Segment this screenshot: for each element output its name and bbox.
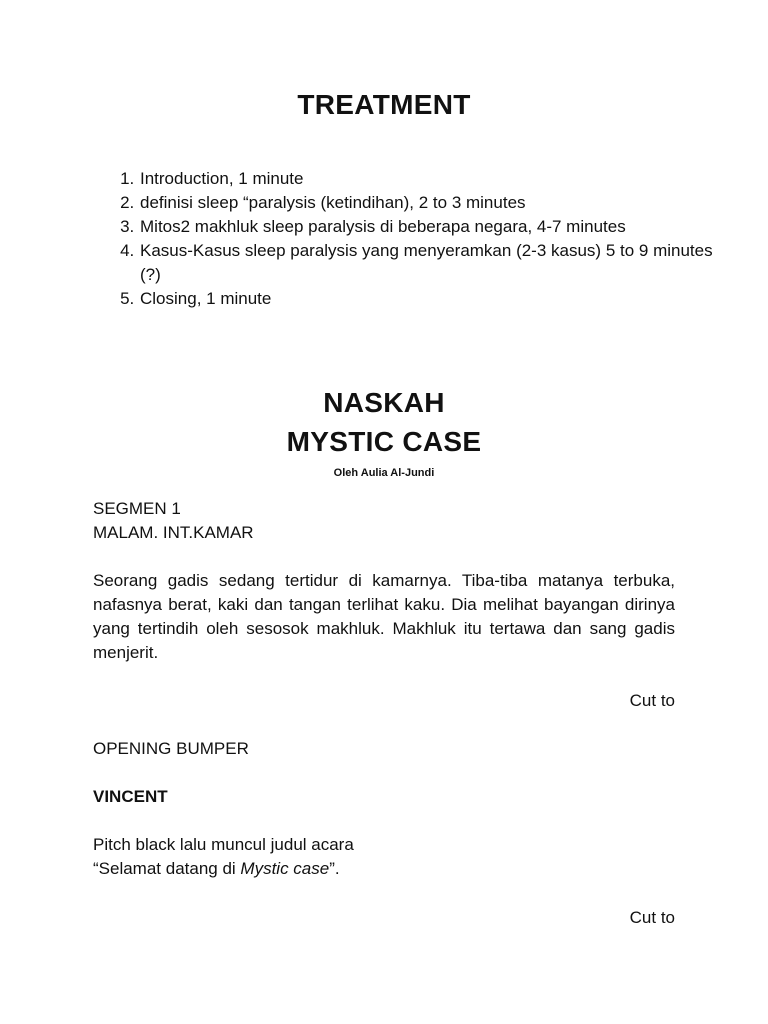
action-text: ”.	[329, 859, 340, 878]
list-item: 4. Kasus-Kasus sleep paralysis yang menyeramkan (2-3 kasus) 5 to 9 minutes (?)	[139, 239, 729, 287]
action-text: “Selamat datang di	[93, 859, 241, 878]
list-item: 3. Mitos2 makhluk sleep paralysis di beberapa negara, 4-7 minutes	[139, 215, 729, 239]
action-line-title	[93, 857, 675, 881]
list-item: 5. Closing, 1 minute	[139, 287, 729, 311]
script-title-line2: MYSTIC CASE	[286, 426, 482, 457]
list-item: 1. Introduction, 1 minute	[139, 167, 729, 191]
transition-cut-to: Cut to	[629, 908, 675, 927]
scene-description: Seorang gadis sedang tertidur di kamarnya. Tiba-tiba matanya terbuka, nafasnya berat, kaki dan tangan terlihat kaku. Dia melihat bayangan dirinya yang tertindih oleh sesosok makhluk. Makhluk itu tertawa dan sang gadis menjerit.	[93, 571, 675, 662]
action-line: Pitch black lalu muncul judul acara	[93, 835, 354, 854]
opening-bumper: OPENING BUMPER	[93, 739, 249, 758]
treatment-list	[92, 167, 729, 311]
list-item: 2. definisi sleep “paralysis (ketindihan), 2 to 3 minutes	[139, 191, 729, 215]
segment-heading: SEGMEN 1	[93, 499, 181, 518]
scene-heading: MALAM. INT.KAMAR	[93, 523, 254, 542]
treatment-title: TREATMENT	[297, 89, 471, 120]
show-title-italic: Mystic case	[240, 859, 330, 878]
transition-cut-to: Cut to	[629, 691, 675, 710]
script-title-line1: NASKAH	[323, 387, 445, 418]
author-byline: Oleh Aulia Al-Jundi	[333, 467, 435, 479]
character-name: VINCENT	[93, 787, 168, 806]
